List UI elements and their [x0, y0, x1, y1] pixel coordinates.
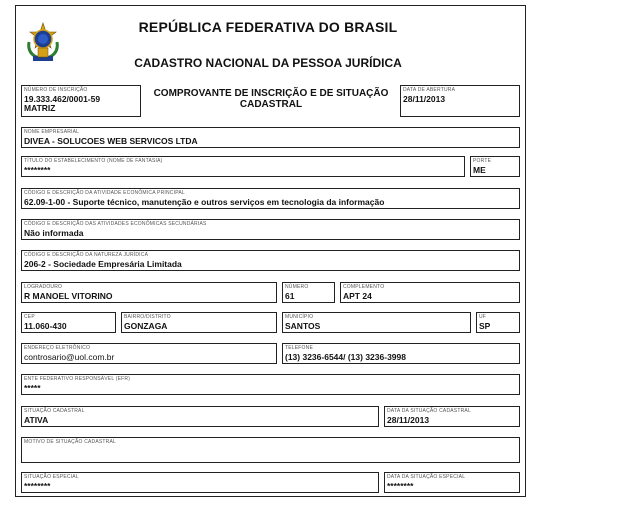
cnpj-document: [15, 5, 526, 497]
telefone-box: [282, 343, 520, 364]
municipio-box: [282, 312, 471, 333]
numero-box: [282, 282, 335, 303]
inscricao-label: NÚMERO DE INSCRIÇÃO: [24, 87, 88, 93]
uf-box: [476, 312, 520, 333]
telefone-value: (13) 3236-6544/ (13) 3236-3998: [285, 352, 406, 362]
logradouro-label: LOGRADOURO: [24, 284, 63, 290]
nome-empresarial-box: [21, 127, 520, 148]
comprovante-line2: CADASTRAL: [239, 99, 303, 110]
brasao-icon: [25, 22, 61, 64]
inscricao-value: 19.333.462/0001-59: [24, 94, 101, 104]
porte-box: [470, 156, 520, 177]
telefone-label: TELEFONE: [285, 345, 313, 351]
situacao-especial-value: ********: [24, 481, 51, 491]
numero-label: NÚMERO: [285, 284, 309, 290]
complemento-label: COMPLEMENTO: [343, 284, 385, 290]
atividade-principal-value: 62.09-1-00 - Suporte técnico, manutenção e outros serviços em tecnologia da informação: [24, 197, 385, 207]
atividades-secundarias-label: CÓDIGO E DESCRIÇÃO DAS ATIVIDADES ECONÔMICAS SECUNDÁRIAS: [24, 221, 207, 227]
page-title: REPÚBLICA FEDERATIVA DO BRASIL: [138, 19, 398, 35]
situacao-label: SITUAÇÃO CADASTRAL: [24, 408, 85, 414]
municipio-label: MUNICÍPIO: [285, 314, 314, 320]
abertura-value: 28/11/2013: [403, 94, 446, 104]
situacao-especial-label: SITUAÇÃO ESPECIAL: [24, 474, 79, 480]
titulo-label: TÍTULO DO ESTABELECIMENTO (NOME DE FANTASIA): [24, 158, 163, 164]
comprovante-title: [144, 88, 398, 110]
bairro-value: GONZAGA: [124, 321, 168, 331]
porte-label: PORTE: [473, 158, 492, 164]
data-situacao-label: DATA DA SITUAÇÃO CADASTRAL: [387, 408, 471, 414]
inscricao-type: MATRIZ: [24, 103, 56, 113]
uf-label: UF: [479, 314, 487, 320]
atividade-principal-label: CÓDIGO E DESCRIÇÃO DA ATIVIDADE ECONÔMICA PRINCIPAL: [24, 190, 185, 196]
efr-value: *****: [24, 383, 41, 393]
comprovante-line1: COMPROVANTE DE INSCRIÇÃO E DE SITUAÇÃO: [153, 88, 389, 99]
cep-label: CEP: [24, 314, 35, 320]
natureza-juridica-value: 206-2 - Sociedade Empresária Limitada: [24, 259, 182, 269]
municipio-value: SANTOS: [285, 321, 321, 331]
nome-empresarial-label: NOME EMPRESARIAL: [24, 129, 80, 135]
email-label: ENDEREÇO ELETRÔNICO: [24, 345, 91, 351]
motivo-box: [21, 437, 520, 463]
data-situacao-value: 28/11/2013: [387, 415, 430, 425]
uf-value: SP: [479, 321, 491, 331]
data-situacao-especial-label: DATA DA SITUAÇÃO ESPECIAL: [387, 474, 466, 480]
efr-box: [21, 374, 520, 395]
titulo-value: ********: [24, 165, 51, 175]
page-subtitle: CADASTRO NACIONAL DA PESSOA JURÍDICA: [134, 56, 402, 70]
data-situacao-box: [384, 406, 520, 427]
data-situacao-especial-value: ********: [387, 481, 414, 491]
cep-value: 11.060-430: [24, 321, 67, 331]
complemento-box: [340, 282, 520, 303]
atividades-secundarias-box: [21, 219, 520, 240]
bairro-label: BAIRRO/DISTRITO: [124, 314, 171, 320]
atividade-principal-box: [21, 188, 520, 209]
titulo-box: [21, 156, 465, 177]
bairro-box: [121, 312, 277, 333]
cep-box: [21, 312, 116, 333]
complemento-value: APT 24: [343, 291, 372, 301]
numero-value: 61: [285, 291, 295, 301]
data-situacao-especial-box: [384, 472, 520, 493]
abertura-box: [400, 85, 520, 117]
natureza-juridica-label: CÓDIGO E DESCRIÇÃO DA NATUREZA JURÍDICA: [24, 252, 149, 258]
logradouro-box: [21, 282, 277, 303]
inscricao-box: [21, 85, 141, 117]
atividades-secundarias-value: Não informada: [24, 228, 84, 238]
nome-empresarial-value: DIVEA - SOLUCOES WEB SERVICOS LTDA: [24, 136, 198, 146]
abertura-label: DATA DE ABERTURA: [403, 87, 456, 93]
logradouro-value: R MANOEL VITORINO: [24, 291, 113, 301]
situacao-especial-box: [21, 472, 379, 493]
email-box: [21, 343, 277, 364]
situacao-value: ATIVA: [24, 415, 49, 425]
efr-label: ENTE FEDERATIVO RESPONSÁVEL (EFR): [24, 376, 131, 382]
natureza-juridica-box: [21, 250, 520, 271]
email-value: controsario@uol.com.br: [24, 352, 115, 362]
situacao-box: [21, 406, 379, 427]
motivo-label: MOTIVO DE SITUAÇÃO CADASTRAL: [24, 439, 117, 445]
porte-value: ME: [473, 165, 486, 175]
